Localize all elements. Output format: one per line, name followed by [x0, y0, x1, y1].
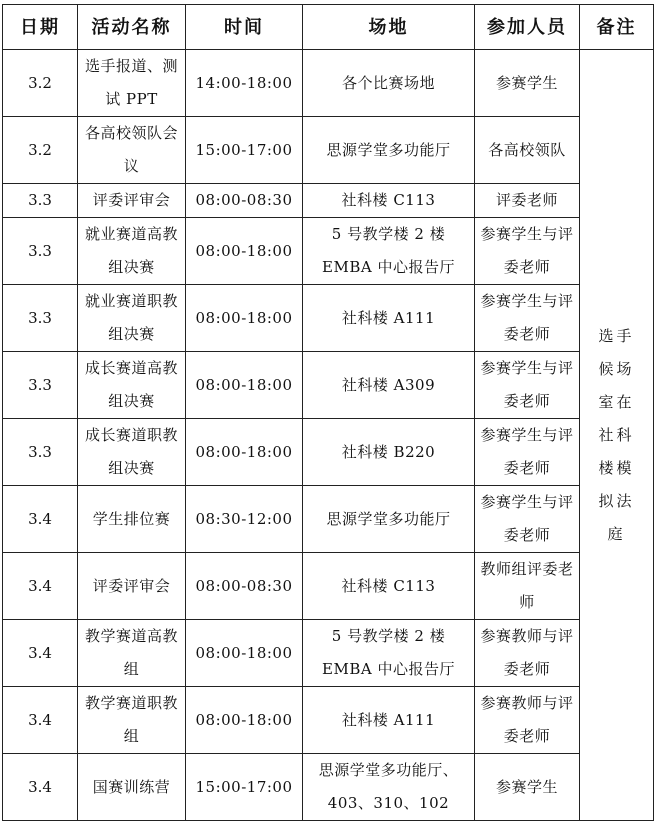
cell-activity: 就业赛道职教组决赛 [78, 285, 186, 352]
cell-activity: 教学赛道高教组 [78, 620, 186, 687]
table-row [3, 285, 654, 352]
cell-activity: 各高校领队会议 [78, 117, 186, 184]
cell-time: 14:00-18:00 [186, 50, 303, 117]
cell-activity: 评委评审会 [78, 184, 186, 218]
cell-date: 3.4 [3, 553, 78, 620]
cell-date: 3.3 [3, 184, 78, 218]
cell-time: 08:00-08:30 [186, 553, 303, 620]
cell-participants: 各高校领队 [475, 117, 580, 184]
cell-participants: 参赛学生与评委老师 [475, 285, 580, 352]
cell-venue: 思源学堂多功能厅 [303, 117, 475, 184]
cell-date: 3.4 [3, 754, 78, 821]
cell-activity: 选手报道、测试 PPT [78, 50, 186, 117]
cell-activity: 教学赛道职教组 [78, 687, 186, 754]
cell-time: 08:00-18:00 [186, 285, 303, 352]
cell-date: 3.2 [3, 117, 78, 184]
cell-venue: 社科楼 C113 [303, 184, 475, 218]
table-row [3, 117, 654, 184]
cell-activity: 成长赛道职教组决赛 [78, 419, 186, 486]
cell-venue: 社科楼 A309 [303, 352, 475, 419]
cell-time: 08:30-12:00 [186, 486, 303, 553]
table-row [3, 620, 654, 687]
cell-participants: 参赛学生与评委老师 [475, 352, 580, 419]
table-row [3, 50, 654, 117]
cell-date: 3.3 [3, 352, 78, 419]
table-row [3, 486, 654, 553]
cell-note [580, 50, 654, 821]
cell-venue: 5 号教学楼 2 楼 EMBA 中心报告厅 [303, 218, 475, 285]
cell-activity: 成长赛道高教组决赛 [78, 352, 186, 419]
table-row [3, 218, 654, 285]
cell-venue: 社科楼 A111 [303, 285, 475, 352]
cell-participants: 参赛学生与评委老师 [475, 486, 580, 553]
cell-participants: 教师组评委老师 [475, 553, 580, 620]
cell-venue: 社科楼 C113 [303, 553, 475, 620]
table-row [3, 754, 654, 821]
cell-time: 08:00-18:00 [186, 352, 303, 419]
cell-venue: 5 号教学楼 2 楼 EMBA 中心报告厅 [303, 620, 475, 687]
cell-time: 08:00-18:00 [186, 419, 303, 486]
cell-time: 08:00-08:30 [186, 184, 303, 218]
cell-date: 3.2 [3, 50, 78, 117]
header-date: 日期 [3, 5, 78, 50]
cell-date: 3.3 [3, 285, 78, 352]
cell-participants: 参赛学生 [475, 754, 580, 821]
header-notes: 备注 [580, 5, 654, 50]
cell-participants: 参赛学生 [475, 50, 580, 117]
cell-activity: 就业赛道高教组决赛 [78, 218, 186, 285]
cell-participants: 参赛教师与评委老师 [475, 687, 580, 754]
cell-date: 3.3 [3, 419, 78, 486]
header-participants: 参加人员 [475, 5, 580, 50]
cell-activity: 国赛训练营 [78, 754, 186, 821]
cell-venue: 社科楼 A111 [303, 687, 475, 754]
table-row [3, 184, 654, 218]
cell-participants: 参赛教师与评委老师 [475, 620, 580, 687]
cell-venue: 社科楼 B220 [303, 419, 475, 486]
cell-venue: 各个比赛场地 [303, 50, 475, 117]
schedule-table [2, 4, 654, 821]
cell-participants: 评委老师 [475, 184, 580, 218]
cell-venue: 思源学堂多功能厅、403、310、102 [303, 754, 475, 821]
cell-activity: 学生排位赛 [78, 486, 186, 553]
cell-participants: 参赛学生与评委老师 [475, 419, 580, 486]
cell-time: 08:00-18:00 [186, 218, 303, 285]
header-venue: 场地 [303, 5, 475, 50]
header-activity: 活动名称 [78, 5, 186, 50]
table-row [3, 553, 654, 620]
cell-date: 3.4 [3, 687, 78, 754]
header-row [3, 5, 654, 50]
cell-time: 08:00-18:00 [186, 687, 303, 754]
header-time: 时间 [186, 5, 303, 50]
cell-time: 15:00-17:00 [186, 754, 303, 821]
cell-time: 15:00-17:00 [186, 117, 303, 184]
note-text: 选手候场室在社科楼模拟法庭 [598, 326, 635, 543]
cell-date: 3.4 [3, 486, 78, 553]
cell-participants: 参赛学生与评委老师 [475, 218, 580, 285]
cell-date: 3.4 [3, 620, 78, 687]
cell-time: 08:00-18:00 [186, 620, 303, 687]
cell-date: 3.3 [3, 218, 78, 285]
cell-activity: 评委评审会 [78, 553, 186, 620]
table-row [3, 419, 654, 486]
table-row [3, 352, 654, 419]
table-row [3, 687, 654, 754]
cell-venue: 思源学堂多功能厅 [303, 486, 475, 553]
